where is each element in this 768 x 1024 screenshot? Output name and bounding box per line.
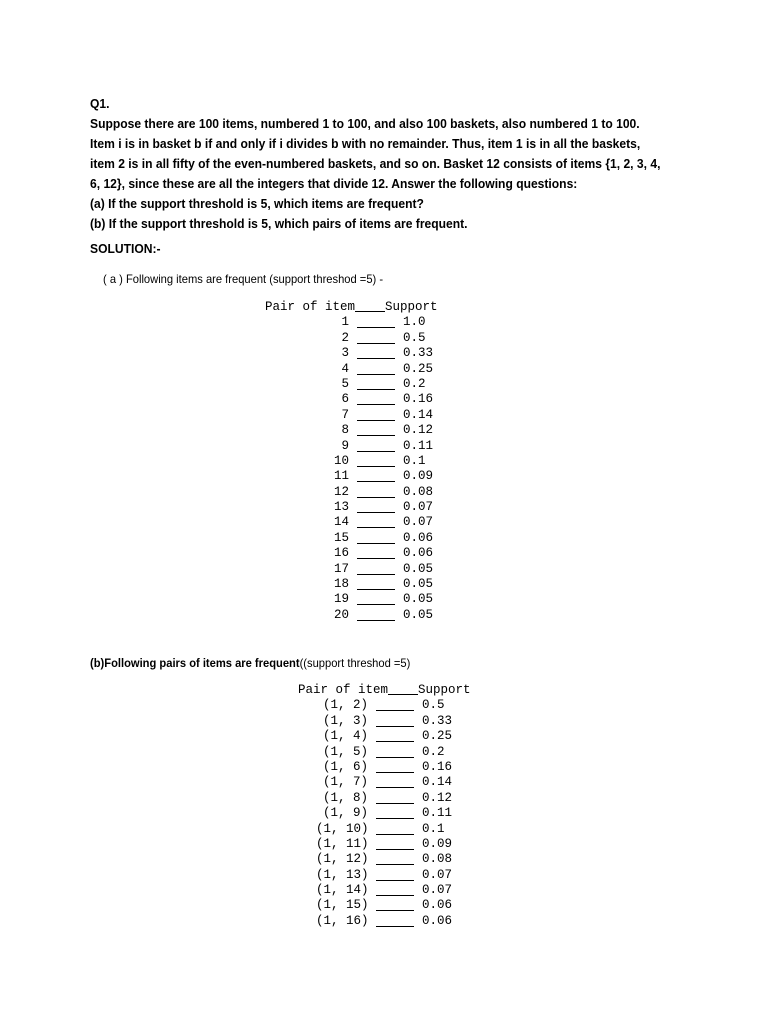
row-item: 16 [333, 546, 349, 561]
row-item: 6 [341, 392, 349, 407]
row-support: 0.05 [403, 607, 434, 622]
row-rule [376, 757, 414, 758]
row-support: 0.09 [403, 469, 434, 484]
header-item-label: Pair of item [265, 300, 356, 314]
table-row [298, 868, 471, 883]
row-item: 20 [333, 607, 349, 622]
row-rule [357, 374, 395, 375]
part-b-heading-bold: (b)Following pairs of items are frequent [90, 656, 300, 670]
row-rule [376, 834, 414, 835]
row-rule [357, 574, 395, 575]
table-row [265, 454, 438, 469]
row-support: 0.08 [403, 484, 434, 499]
table-row [265, 500, 438, 515]
row-support: 0.07 [403, 515, 434, 530]
part-b-heading-rest: ((support threshod =5) [299, 656, 411, 670]
row-rule [357, 481, 395, 482]
row-item: 13 [333, 500, 349, 515]
row-item: (1, 11) [316, 836, 369, 851]
row-support: 0.11 [422, 806, 453, 821]
row-item: (1, 12) [316, 852, 369, 867]
row-support: 0.33 [403, 346, 434, 361]
table-row [298, 898, 471, 913]
row-support: 0.2 [403, 376, 426, 391]
table-header [265, 300, 438, 315]
row-item: (1, 15) [316, 898, 369, 913]
table-row [265, 377, 438, 392]
row-item: (1, 2) [322, 698, 368, 713]
row-rule [357, 589, 395, 590]
row-item: 4 [341, 361, 349, 376]
row-support: 0.07 [422, 883, 453, 898]
table-row [298, 806, 471, 821]
header-rule [355, 300, 385, 312]
row-item: (1, 8) [322, 790, 368, 805]
row-item: (1, 5) [322, 744, 368, 759]
question-line: Item i is in basket b if and only if i divides b with no remainder. Thus, item 1 is in all the baskets, [90, 136, 641, 151]
row-rule [376, 849, 414, 850]
table-row [298, 914, 471, 929]
row-support: 0.33 [422, 713, 453, 728]
question-label: Q1. [90, 96, 110, 111]
table-row [298, 837, 471, 852]
row-rule [357, 620, 395, 621]
row-item: (1, 10) [316, 821, 369, 836]
row-support: 0.05 [403, 592, 434, 607]
row-item: 9 [341, 438, 349, 453]
row-rule [357, 451, 395, 452]
row-support: 1.0 [403, 315, 426, 330]
row-support: 0.08 [422, 852, 453, 867]
row-item: 7 [341, 407, 349, 422]
row-item: 1 [341, 315, 349, 330]
row-item: 8 [341, 423, 349, 438]
table-row [298, 745, 471, 760]
row-item: 10 [333, 453, 349, 468]
table-row [265, 515, 438, 530]
row-support: 0.1 [422, 821, 445, 836]
table-row [265, 408, 438, 423]
row-item: (1, 14) [316, 883, 369, 898]
row-support: 0.07 [422, 867, 453, 882]
row-support: 0.25 [403, 361, 434, 376]
row-item: 11 [333, 469, 349, 484]
table-row [265, 315, 438, 330]
row-rule [357, 420, 395, 421]
row-rule [376, 880, 414, 881]
table-row [298, 822, 471, 837]
frequent-items-table [265, 300, 438, 623]
table-row [265, 562, 438, 577]
table-row [298, 775, 471, 790]
row-rule [357, 543, 395, 544]
header-support-label: Support [385, 300, 438, 314]
row-rule [357, 327, 395, 328]
row-support: 0.25 [422, 729, 453, 744]
part-a-heading: ( a ) Following items are frequent (support threshod =5) - [103, 272, 384, 286]
row-support: 0.16 [403, 392, 434, 407]
row-item: (1, 6) [322, 759, 368, 774]
row-item: (1, 4) [322, 729, 368, 744]
part-b-heading [90, 656, 410, 670]
question-part-a: (a) If the support threshold is 5, which items are frequent? [90, 196, 424, 211]
row-support: 0.06 [403, 546, 434, 561]
row-support: 0.06 [422, 898, 453, 913]
row-rule [357, 512, 395, 513]
row-item: (1, 16) [316, 913, 369, 928]
row-rule [357, 389, 395, 390]
row-item: 15 [333, 530, 349, 545]
row-item: 2 [341, 330, 349, 345]
row-support: 0.14 [422, 775, 453, 790]
row-rule [376, 772, 414, 773]
row-item: 18 [333, 577, 349, 592]
row-support: 0.12 [422, 790, 453, 805]
table-row [298, 760, 471, 775]
table-row [298, 698, 471, 713]
row-rule [357, 604, 395, 605]
header-support-label: Support [418, 683, 471, 697]
row-support: 0.06 [422, 913, 453, 928]
row-rule [357, 358, 395, 359]
question-part-b: (b) If the support threshold is 5, which pairs of items are frequent. [90, 216, 468, 231]
table-row [265, 531, 438, 546]
row-item: (1, 3) [322, 713, 368, 728]
table-row [298, 791, 471, 806]
row-rule [357, 404, 395, 405]
row-support: 0.5 [422, 698, 445, 713]
row-support: 0.16 [422, 759, 453, 774]
row-rule [376, 787, 414, 788]
row-item: (1, 13) [316, 867, 369, 882]
table-row [298, 729, 471, 744]
table-row [265, 469, 438, 484]
table-row [265, 546, 438, 561]
question-line: item 2 is in all fifty of the even-numbered baskets, and so on. Basket 12 consists of items {1, 2, 3, 4, [90, 156, 661, 171]
row-support: 0.14 [403, 407, 434, 422]
row-item: 19 [333, 592, 349, 607]
frequent-pairs-table [298, 683, 471, 929]
row-item: (1, 7) [322, 775, 368, 790]
table-row [265, 362, 438, 377]
solution-heading: SOLUTION:- [90, 241, 161, 256]
row-item: (1, 9) [322, 806, 368, 821]
row-support: 0.5 [403, 330, 426, 345]
question-block [90, 94, 661, 234]
row-rule [357, 435, 395, 436]
question-line: 6, 12}, since these are all the integers that divide 12. Answer the following questions: [90, 176, 578, 191]
table-row [298, 852, 471, 867]
row-support: 0.2 [422, 744, 445, 759]
table-row [265, 485, 438, 500]
row-rule [376, 710, 414, 711]
row-item: 17 [333, 561, 349, 576]
table-row [265, 608, 438, 623]
row-support: 0.07 [403, 500, 434, 515]
row-rule [376, 895, 414, 896]
row-rule [357, 527, 395, 528]
row-rule [357, 558, 395, 559]
row-support: 0.11 [403, 438, 434, 453]
table-row [298, 883, 471, 898]
row-rule [376, 803, 414, 804]
row-rule [376, 726, 414, 727]
row-support: 0.05 [403, 561, 434, 576]
table-row [265, 423, 438, 438]
table-row [265, 346, 438, 361]
row-item: 5 [341, 376, 349, 391]
row-support: 0.05 [403, 577, 434, 592]
row-rule [376, 864, 414, 865]
row-support: 0.06 [403, 530, 434, 545]
table-row [265, 392, 438, 407]
table-row [265, 439, 438, 454]
row-rule [376, 741, 414, 742]
row-rule [357, 497, 395, 498]
question-line: Suppose there are 100 items, numbered 1 to 100, and also 100 baskets, also numbered 1 to 100. [90, 116, 640, 131]
row-item: 12 [333, 484, 349, 499]
table-row [265, 592, 438, 607]
header-item-label: Pair of item [298, 683, 389, 697]
row-rule [376, 910, 414, 911]
table-row [265, 577, 438, 592]
header-rule [388, 683, 418, 695]
row-item: 3 [341, 346, 349, 361]
row-support: 0.1 [403, 453, 426, 468]
row-support: 0.12 [403, 423, 434, 438]
row-item: 14 [333, 515, 349, 530]
row-rule [357, 343, 395, 344]
row-support: 0.09 [422, 836, 453, 851]
table-header [298, 683, 471, 698]
row-rule [376, 818, 414, 819]
row-rule [376, 926, 414, 927]
table-row [265, 331, 438, 346]
table-row [298, 714, 471, 729]
row-rule [357, 466, 395, 467]
